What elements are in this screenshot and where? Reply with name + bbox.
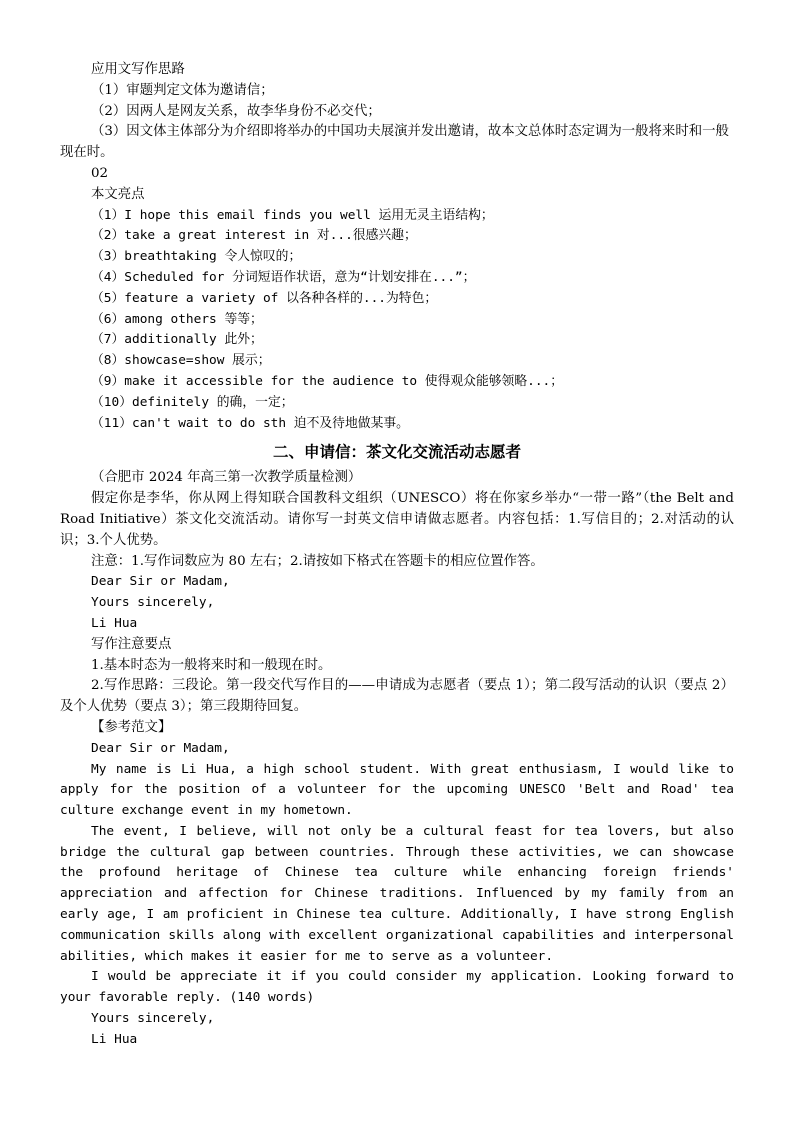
highlight-8: （8）showcase=show 展示； xyxy=(91,353,271,369)
format-greeting: Dear Sir or Madam, xyxy=(91,574,230,590)
prompt-text: 假定你是李华，你从网上得知联合国教科文组织（UNESCO）将在你家乡举办“一带一路”（the Belt and Road Initiative）茶文化交流活动。请你写一封英文信申请做志愿者。内容包括：1.写信目的；2.对活动的认识；3.个人优势。 xyxy=(60,491,734,548)
highlight-11: （11）can't wait to do sth 迫不及待地做某事。 xyxy=(91,415,409,431)
letter-signature: Li Hua xyxy=(91,1031,138,1047)
highlight-5: （5）feature a variety of 以各种各样的...为特色； xyxy=(91,290,438,306)
section-number: 02 xyxy=(91,165,109,181)
highlight-9: （9）make it accessible for the audience to 使得观众能够领略...； xyxy=(91,373,564,389)
document-page xyxy=(60,60,734,1051)
highlight-4: （4）Scheduled for 分词短语作状语，意为“计划安排在...”； xyxy=(91,269,476,285)
model-label: 【参考范文】 xyxy=(91,719,172,735)
letter-closing: Yours sincerely, xyxy=(91,1011,215,1027)
highlights-title: 本文亮点 xyxy=(91,186,145,202)
letter-greeting: Dear Sir or Madam, xyxy=(91,740,230,756)
highlight-7: （7）additionally 此外； xyxy=(91,332,263,348)
highlight-6: （6）among others 等等； xyxy=(91,311,263,327)
format-signature: Li Hua xyxy=(91,615,138,631)
highlight-3: （3）breathtaking 令人惊叹的； xyxy=(91,249,302,265)
tip-1: 1.基本时态为一般将来时和一般现在时。 xyxy=(91,657,332,673)
highlight-1: （1）I hope this email finds you well 运用无灵主语结构； xyxy=(91,207,494,223)
point-3: （3）因文体主体部分为介绍即将举办的中国功夫展演并发出邀请，故本文总体时态定调为一般将来时和一般现在时。 xyxy=(60,124,729,161)
section-title: 应用文写作思路 xyxy=(91,62,185,77)
format-note: 注意：1.写作词数应为 80 左右；2.请按如下格式在答题卡的相应位置作答。 xyxy=(91,553,544,569)
section-heading: 二、申请信：茶文化交流活动志愿者 xyxy=(272,443,521,462)
source-note: （合肥市 2024 年高三第一次教学质量检测） xyxy=(91,470,362,486)
tips-title: 写作注意要点 xyxy=(91,636,172,652)
letter-paragraph-2: The event, I believe, will not only be a cultural feast for tea lovers, but also bridge the cultural gap between countries. Through these activities, we can showcase the profound heritage of Chinese tea culture while enhancing foreign friends' appreciation and affection for Chinese traditions. Influenced by my family from an early age, I am proficient in Chinese tea culture. Additionally, I have strong English communication skills along with excellent organizational capabilities and interpersonal abilities, which makes it easier for me to serve as a volunteer. xyxy=(60,823,734,964)
format-closing: Yours sincerely, xyxy=(91,595,215,611)
highlight-10: （10）definitely 的确，一定； xyxy=(91,394,294,410)
letter-paragraph-3: I would be appreciate it if you could consider my application. Looking forward to your favorable reply. (140 words) xyxy=(60,969,734,1006)
letter-paragraph-1: My name is Li Hua, a high school student. With great enthusiasm, I would like to apply for the position of a volunteer for the upcoming UNESCO 'Belt and Road' tea culture exchange event in my hometown. xyxy=(60,761,734,819)
point-1: （1）审题判定文体为邀请信； xyxy=(91,82,274,98)
point-2: （2）因两人是网友关系，故李华身份不必交代； xyxy=(91,103,381,119)
highlight-2: （2）take a great interest in 对...很感兴趣； xyxy=(91,228,417,244)
tip-2: 2.写作思路：三段论。第一段交代写作目的——申请成为志愿者（要点 1）；第二段写活动的认识（要点 2）及个人优势（要点 3）；第三段期待回复。 xyxy=(60,678,734,715)
